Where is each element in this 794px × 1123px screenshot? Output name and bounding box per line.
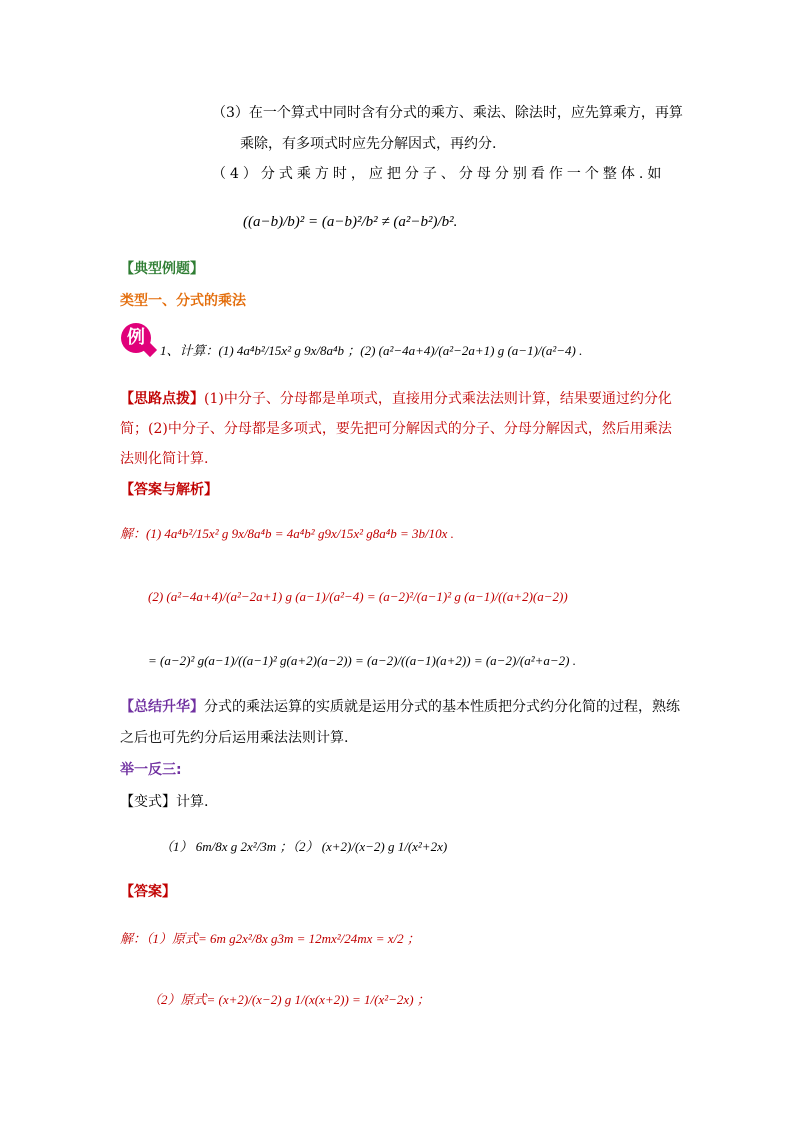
hint-line2: 简；(2)中分子、分母都是多项式，要先把可分解因式的分子、分母分解因式，然后用乘法	[120, 421, 672, 437]
hint-line3: 法则化简计算.	[120, 451, 209, 467]
summary-text1: 分式的乘法运算的实质就是运用分式的基本性质把分式约分化简的过程，熟练	[204, 699, 680, 715]
type1-title: 类型一、分式的乘法	[120, 293, 246, 309]
heading-examples: 【典型例题】	[120, 261, 204, 277]
answer-tag: 【答案与解析】	[120, 482, 218, 498]
solution-1: 解：(1) 4a⁴b²/15x² g 9x/8a⁴b = 4a⁴b² g9x/15x² g8a⁴b = 3b/10x .	[120, 526, 454, 541]
variant-exprs: （1） 6m/8x g 2x²/3m ；（2） (x+2)/(x−2) g 1/(x²+2x)	[160, 839, 448, 854]
answer2-tag: 【答案】	[120, 884, 176, 900]
item4-formula: ((a−b)/b)² = (a−b)²/b² ≠ (a²−b²)/b².	[243, 214, 458, 230]
variant-tag: 【变式】	[120, 794, 176, 810]
solution-2b: = (a−2)² g(a−1)/((a−1)² g(a+2)(a−2)) = (a−2)/((a−1)(a+2)) = (a−2)/(a²+a−2) .	[148, 653, 576, 668]
variant-text: 计算.	[176, 794, 209, 810]
example1: 1、计算：(1) 4a⁴b²/15x² g 9x/8a⁴b ；(2) (a²−4a+4)/(a²−2a+1) g (a−1)/(a²−4) .	[160, 343, 583, 358]
hint-text1: (1)中分子、分母都是单项式，直接用分式乘法法则计算，结果要通过约分化	[204, 391, 672, 407]
solution-2a: (2) (a²−4a+4)/(a²−2a+1) g (a−1)/(a²−4) = (a−2)²/(a−1)² g (a−1)/((a+2)(a−2))	[148, 589, 568, 604]
answer2-1: 解：（1）原式= 6m g2x²/8x g3m = 12mx²/24mx = x/2 ；	[120, 931, 420, 946]
summary-tag: 【总结升华】	[120, 699, 204, 715]
summary-line1	[120, 700, 680, 714]
item3-line2: 乘除，有多项式时应先分解因式，再约分.	[240, 136, 497, 152]
example-badge: 例	[121, 323, 151, 353]
summary-line2: 之后也可先约分后运用乘法法则计算.	[120, 730, 349, 746]
practice-title: 举一反三:	[120, 762, 182, 778]
answer2-2: （2）原式= (x+2)/(x−2) g 1/(x(x+2)) = 1/(x²−2x) ；	[148, 992, 430, 1007]
item4-line1: （4）分式乘方时，应把分子、分母分别看作一个整体.如	[212, 166, 666, 182]
hint-tag: 【思路点拨】	[120, 391, 204, 407]
item3-line1: （3）在一个算式中同时含有分式的乘方、乘法、除法时，应先算乘方，再算	[212, 105, 683, 121]
hint-line1	[120, 392, 672, 406]
variant-line	[120, 795, 208, 809]
